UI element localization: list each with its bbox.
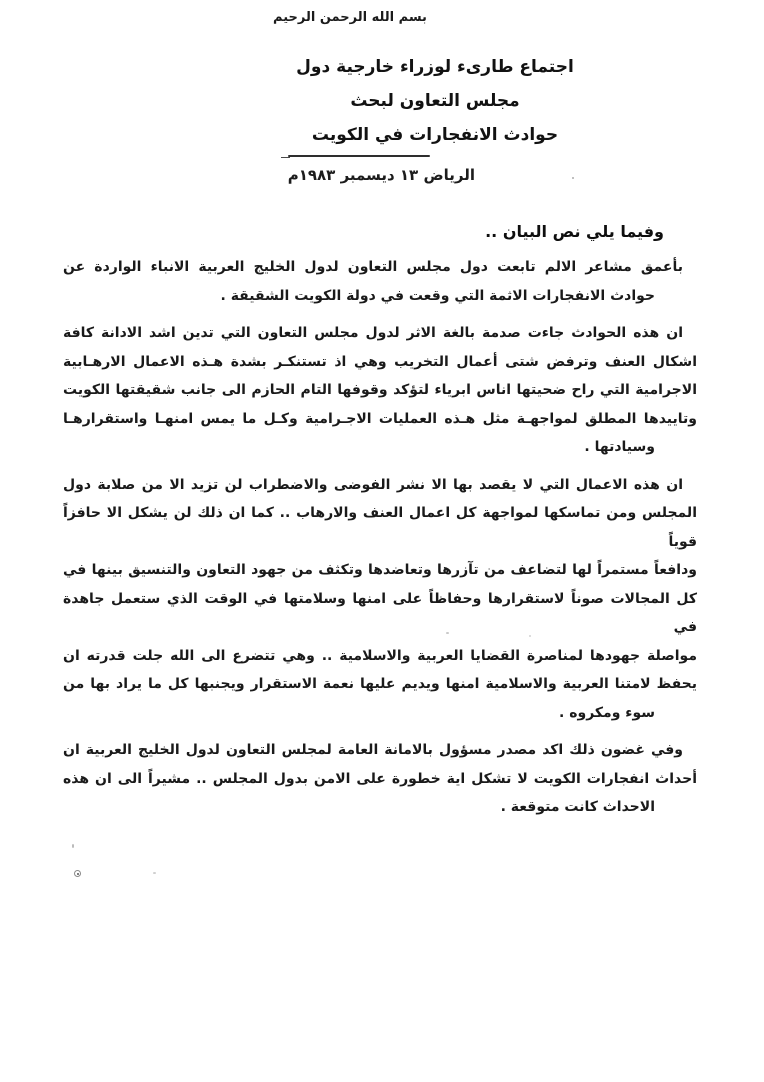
paragraph-2 (63, 319, 697, 462)
paragraph-line: المجلس ومن تماسكها لمواجهة كل اعمال العنف والارهاب .. كما ان ذلك لن يشكل الا حافزاً قوياً (63, 505, 697, 550)
paragraph-line: وسيادتها . (584, 439, 655, 455)
document-body (63, 217, 697, 831)
paragraph-line: حوادث الانفجارات الاثمة التي وقعت في دولة الكويت الشقيقة . (220, 287, 655, 304)
title-underline-tail (281, 157, 290, 158)
title-line-1: اجتماع طارىء لوزراء خارجية دول (296, 57, 574, 77)
scan-speck (74, 870, 81, 877)
paragraph-line: ان هذه الاعمال التي لا يقصد بها الا نشر الفوضى والاضطراب لن تزيد الا من صلابة دول (63, 476, 683, 493)
paragraph-line: بأعمق مشاعر الالم تابعت دول مجلس التعاون لدول الخليج العربية الانباء الواردة عن (63, 259, 683, 275)
statement-lead-line: وفيما يلي نص البيان .. (485, 222, 664, 241)
paragraph-line: وفي غضون ذلك اكد مصدر مسؤول بالامانة العامة لمجلس التعاون لدول الخليج العربية ان (63, 742, 683, 758)
paragraph-line: أحداث انفجارات الكويت لا تشكل اية خطورة على الامن بدول المجلس .. مشيراً الى ان هذه (63, 770, 697, 787)
dateline: الرياض ١٣ ديسمبر ١٩٨٣م (287, 166, 475, 184)
paragraph-line: ودافعاً مستمراً لها لتضاعف من تآزرها وتعاضدها وتكثف من جهود التعاون والتنسيق بينها في (63, 562, 697, 578)
scan-speck (446, 632, 449, 634)
paragraph-1 (63, 253, 697, 310)
title-line-3: حوادث الانفجارات في الكويت (311, 125, 559, 145)
scan-speck (529, 635, 531, 637)
paragraph-line: كل المجالات صوناً لاستقرارها وحفاظاً على امنها وسلامتها في الوقت الذي ستعمل جاهدة في (63, 590, 697, 635)
paragraph-line: الاجرامية التي راح ضحيتها اناس ابرياء لتؤكد وقوفها التام الحازم الى جانب شقيقتها الكويت (63, 382, 697, 398)
paragraph-line: الاحداث كانت متوقعة . (500, 799, 655, 815)
paragraph-3 (63, 471, 697, 728)
title-underline-rule (288, 155, 430, 157)
paragraph-line: وتاييدها المطلق لمواجهـة مثل هـذه العمليات الاجـرامية وكـل ما يمس امنهـا واستقرارهـا (63, 410, 697, 427)
document-title (110, 50, 760, 152)
bismillah-line: بسم الله الرحمن الرحيم (273, 10, 427, 25)
paragraph-line: مواصلة جهودها لمناصرة القضايا العربية والاسلامية .. وهي تتضرع الى الله جلت قدرته ان (63, 647, 697, 664)
title-line-2: مجلس التعاون لبحث (350, 91, 520, 111)
scan-speck (572, 177, 574, 179)
paragraph-line: اشكال العنف وترفض شتى أعمال التخريب وهي اذ تستنكـر بشدة هـذه الاعمال الارهـابية (63, 353, 697, 370)
scan-speck (72, 844, 74, 848)
paragraph-line: سوء ومكروه . (559, 704, 655, 721)
paragraph-line: يحفظ لامتنا العربية والاسلامية امنها ويديم عليها نعمة الاستقرار ويجنبها كل ما يراد بها من (63, 676, 697, 692)
paragraph-4 (63, 736, 697, 822)
paragraph-line: ان هذه الحوادث جاءت صدمة بالغة الاثر لدول مجلس التعاون التي تدين اشد الادانة كافة (63, 325, 683, 341)
scan-speck (153, 872, 156, 874)
